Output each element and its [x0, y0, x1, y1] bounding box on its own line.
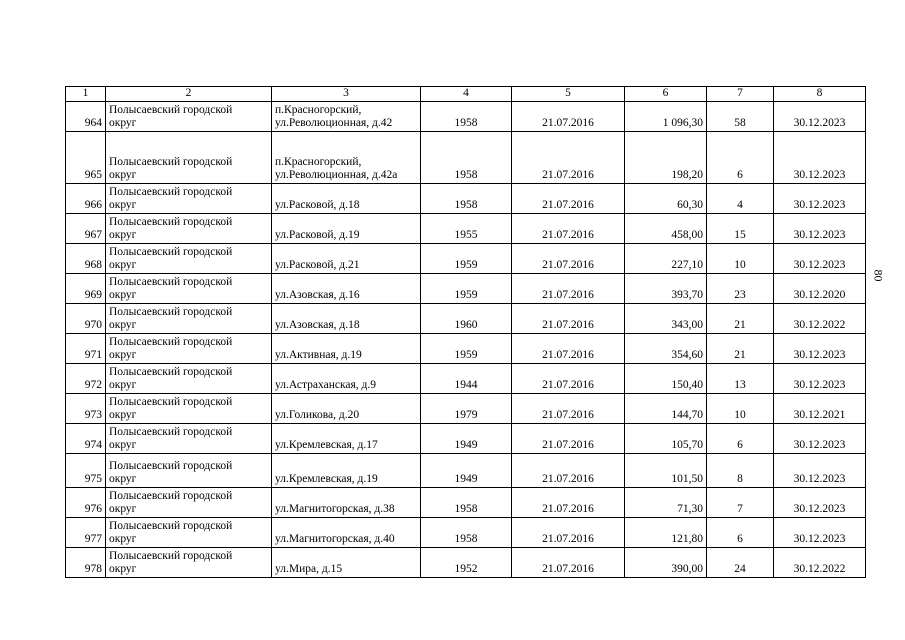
owner-cell: [106, 304, 272, 334]
address-cell: [272, 454, 421, 488]
address-cell-line: [275, 396, 417, 409]
area-cell: 393,70: [625, 274, 707, 304]
row-number-cell: 971: [66, 334, 106, 364]
address-cell-line: [275, 490, 417, 503]
date-cell: 21.07.2016: [512, 488, 625, 518]
row-number-cell: 968: [66, 244, 106, 274]
owner-cell-line: округ: [109, 503, 137, 515]
count-cell: 13: [707, 364, 774, 394]
owner-cell-line: округ: [109, 319, 137, 331]
deadline-cell: 30.12.2023: [774, 518, 866, 548]
column-header: 4: [421, 87, 512, 102]
count-cell: 6: [707, 424, 774, 454]
row-number-cell: 975: [66, 454, 106, 488]
owner-cell-line: округ: [109, 169, 137, 181]
row-number-cell: 965: [66, 132, 106, 184]
date-cell: 21.07.2016: [512, 132, 625, 184]
deadline-cell: 30.12.2023: [774, 132, 866, 184]
deadline-cell: 30.12.2021: [774, 394, 866, 424]
owner-cell-line: Полысаевский городской: [109, 216, 233, 228]
address-cell: [272, 394, 421, 424]
deadline-cell: 30.12.2023: [774, 214, 866, 244]
address-cell: [272, 488, 421, 518]
address-cell-line: [275, 336, 417, 349]
column-header: 5: [512, 87, 625, 102]
column-header: 6: [625, 87, 707, 102]
year-cell: 1944: [421, 364, 512, 394]
address-cell: [272, 132, 421, 184]
address-cell-line: ул.Азовская, д.18: [275, 319, 360, 331]
owner-cell-line: Полысаевский городской: [109, 104, 233, 116]
header-row: [66, 87, 866, 102]
owner-cell: [106, 454, 272, 488]
owner-cell-line: округ: [109, 349, 137, 361]
table-row: [66, 214, 866, 244]
deadline-cell: 30.12.2020: [774, 274, 866, 304]
date-cell: 21.07.2016: [512, 454, 625, 488]
owner-cell: [106, 334, 272, 364]
date-cell: 21.07.2016: [512, 424, 625, 454]
area-cell: 71,30: [625, 488, 707, 518]
row-number-cell: 976: [66, 488, 106, 518]
owner-cell: [106, 102, 272, 132]
owner-cell-line: округ: [109, 439, 137, 451]
owner-cell: [106, 394, 272, 424]
deadline-cell: 30.12.2023: [774, 424, 866, 454]
owner-cell-line: округ: [109, 379, 137, 391]
count-cell: 6: [707, 518, 774, 548]
area-cell: 354,60: [625, 334, 707, 364]
address-cell-line: ул.Кремлевская, д.19: [275, 473, 378, 485]
count-cell: 15: [707, 214, 774, 244]
year-cell: 1959: [421, 334, 512, 364]
count-cell: 10: [707, 394, 774, 424]
owner-cell-line: Полысаевский городской: [109, 306, 233, 318]
year-cell: 1958: [421, 132, 512, 184]
table-row: [66, 274, 866, 304]
year-cell: 1958: [421, 488, 512, 518]
deadline-cell: 30.12.2022: [774, 548, 866, 578]
address-cell-line: [275, 366, 417, 379]
date-cell: 21.07.2016: [512, 394, 625, 424]
date-cell: 21.07.2016: [512, 334, 625, 364]
count-cell: 6: [707, 132, 774, 184]
address-cell-line: [275, 276, 417, 289]
address-cell-line: [275, 426, 417, 439]
table-row: [66, 424, 866, 454]
table-row: [66, 364, 866, 394]
owner-cell-line: Полысаевский городской: [109, 460, 233, 472]
area-cell: 343,00: [625, 304, 707, 334]
deadline-cell: 30.12.2023: [774, 364, 866, 394]
area-cell: 144,70: [625, 394, 707, 424]
address-cell: [272, 548, 421, 578]
column-header: 8: [774, 87, 866, 102]
row-number-cell: 972: [66, 364, 106, 394]
owner-cell: [106, 364, 272, 394]
owner-cell: [106, 424, 272, 454]
owner-cell-line: округ: [109, 199, 137, 211]
table-row: [66, 454, 866, 488]
address-cell: [272, 334, 421, 364]
deadline-cell: 30.12.2023: [774, 488, 866, 518]
address-cell-line: ул.Революционная, д.42: [275, 117, 393, 129]
owner-cell-line: Полысаевский городской: [109, 490, 233, 502]
row-number-cell: 969: [66, 274, 106, 304]
address-cell: [272, 184, 421, 214]
date-cell: 21.07.2016: [512, 304, 625, 334]
owner-cell-line: Полысаевский городской: [109, 366, 233, 378]
row-number-cell: 974: [66, 424, 106, 454]
owner-cell: [106, 548, 272, 578]
area-cell: 198,20: [625, 132, 707, 184]
address-cell-line: ул.Расковой, д.19: [275, 229, 360, 241]
date-cell: 21.07.2016: [512, 244, 625, 274]
owner-cell: [106, 132, 272, 184]
address-cell-line: [275, 216, 417, 229]
address-cell: [272, 424, 421, 454]
owner-cell-line: округ: [109, 117, 137, 129]
address-cell: [272, 304, 421, 334]
owner-cell: [106, 488, 272, 518]
year-cell: 1949: [421, 424, 512, 454]
owner-cell-line: округ: [109, 289, 137, 301]
year-cell: 1949: [421, 454, 512, 488]
address-cell-line: ул.Активная, д.19: [275, 349, 362, 361]
owner-cell-line: Полысаевский городской: [109, 276, 233, 288]
year-cell: 1960: [421, 304, 512, 334]
column-header: 1: [66, 87, 106, 102]
count-cell: 4: [707, 184, 774, 214]
deadline-cell: 30.12.2023: [774, 454, 866, 488]
owner-cell: [106, 214, 272, 244]
owner-cell-line: округ: [109, 259, 137, 271]
table-row: [66, 548, 866, 578]
row-number-cell: 978: [66, 548, 106, 578]
table-row: [66, 102, 866, 132]
table-row: [66, 304, 866, 334]
area-cell: 101,50: [625, 454, 707, 488]
year-cell: 1952: [421, 548, 512, 578]
year-cell: 1958: [421, 518, 512, 548]
count-cell: 7: [707, 488, 774, 518]
address-cell-line: ул.Магнитогорская, д.38: [275, 503, 395, 515]
column-header: 3: [272, 87, 421, 102]
area-cell: 227,10: [625, 244, 707, 274]
owner-cell-line: Полысаевский городской: [109, 426, 233, 438]
owner-cell-line: округ: [109, 473, 137, 485]
page-number: 80: [871, 269, 886, 282]
owner-cell: [106, 184, 272, 214]
deadline-cell: 30.12.2023: [774, 334, 866, 364]
owner-cell-line: округ: [109, 533, 137, 545]
address-cell-line: [275, 460, 417, 473]
count-cell: 21: [707, 304, 774, 334]
year-cell: 1955: [421, 214, 512, 244]
owner-cell-line: округ: [109, 229, 137, 241]
owner-cell-line: Полысаевский городской: [109, 156, 233, 168]
deadline-cell: 30.12.2023: [774, 184, 866, 214]
owner-cell: [106, 274, 272, 304]
row-number-cell: 964: [66, 102, 106, 132]
row-number-cell: 967: [66, 214, 106, 244]
address-cell-line: ул.Революционная, д.42а: [275, 169, 398, 181]
address-cell-line: п.Красногорский,: [275, 104, 362, 116]
row-number-cell: 973: [66, 394, 106, 424]
date-cell: 21.07.2016: [512, 184, 625, 214]
row-number-cell: 966: [66, 184, 106, 214]
column-header: 2: [106, 87, 272, 102]
area-cell: 390,00: [625, 548, 707, 578]
count-cell: 23: [707, 274, 774, 304]
count-cell: 8: [707, 454, 774, 488]
table-row: [66, 518, 866, 548]
table-row: [66, 334, 866, 364]
count-cell: 24: [707, 548, 774, 578]
table-row: [66, 488, 866, 518]
area-cell: 458,00: [625, 214, 707, 244]
year-cell: 1959: [421, 244, 512, 274]
owner-cell-line: Полысаевский городской: [109, 246, 233, 258]
table-row: [66, 132, 866, 184]
owner-cell-line: Полысаевский городской: [109, 396, 233, 408]
address-cell-line: п.Красногорский,: [275, 156, 362, 168]
address-cell: [272, 364, 421, 394]
address-cell-line: [275, 186, 417, 199]
owner-cell-line: округ: [109, 563, 137, 575]
address-cell: [272, 102, 421, 132]
address-cell: [272, 518, 421, 548]
address-cell-line: ул.Расковой, д.18: [275, 199, 360, 211]
address-cell-line: ул.Голикова, д.20: [275, 409, 360, 421]
deadline-cell: 30.12.2022: [774, 304, 866, 334]
table-row: [66, 244, 866, 274]
address-cell-line: [275, 246, 417, 259]
address-cell-line: ул.Расковой, д.21: [275, 259, 360, 271]
address-cell-line: [275, 306, 417, 319]
count-cell: 58: [707, 102, 774, 132]
count-cell: 21: [707, 334, 774, 364]
owner-cell-line: Полысаевский городской: [109, 550, 233, 562]
date-cell: 21.07.2016: [512, 364, 625, 394]
address-cell-line: ул.Мира, д.15: [275, 563, 343, 575]
year-cell: 1958: [421, 184, 512, 214]
area-cell: 60,30: [625, 184, 707, 214]
date-cell: 21.07.2016: [512, 214, 625, 244]
area-cell: 1 096,30: [625, 102, 707, 132]
owner-cell: [106, 244, 272, 274]
address-cell: [272, 274, 421, 304]
date-cell: 21.07.2016: [512, 518, 625, 548]
owner-cell-line: Полысаевский городской: [109, 186, 233, 198]
address-cell-line: [275, 520, 417, 533]
area-cell: 150,40: [625, 364, 707, 394]
area-cell: 121,80: [625, 518, 707, 548]
address-cell-line: [275, 550, 417, 563]
row-number-cell: 970: [66, 304, 106, 334]
address-cell-line: ул.Магнитогорская, д.40: [275, 533, 395, 545]
date-cell: 21.07.2016: [512, 548, 625, 578]
year-cell: 1979: [421, 394, 512, 424]
address-cell-line: ул.Азовская, д.16: [275, 289, 360, 301]
area-cell: 105,70: [625, 424, 707, 454]
address-cell-line: ул.Астраханская, д.9: [275, 379, 376, 391]
address-cell: [272, 244, 421, 274]
table-row: [66, 184, 866, 214]
address-cell: [272, 214, 421, 244]
column-header: 7: [707, 87, 774, 102]
row-number-cell: 977: [66, 518, 106, 548]
count-cell: 10: [707, 244, 774, 274]
owner-cell: [106, 518, 272, 548]
table-row: [66, 394, 866, 424]
housing-registry-table: [65, 86, 866, 578]
owner-cell-line: округ: [109, 409, 137, 421]
year-cell: 1958: [421, 102, 512, 132]
owner-cell-line: Полысаевский городской: [109, 520, 233, 532]
deadline-cell: 30.12.2023: [774, 102, 866, 132]
date-cell: 21.07.2016: [512, 102, 625, 132]
owner-cell-line: Полысаевский городской: [109, 336, 233, 348]
year-cell: 1959: [421, 274, 512, 304]
address-cell-line: ул.Кремлевская, д.17: [275, 439, 378, 451]
deadline-cell: 30.12.2023: [774, 244, 866, 274]
date-cell: 21.07.2016: [512, 274, 625, 304]
